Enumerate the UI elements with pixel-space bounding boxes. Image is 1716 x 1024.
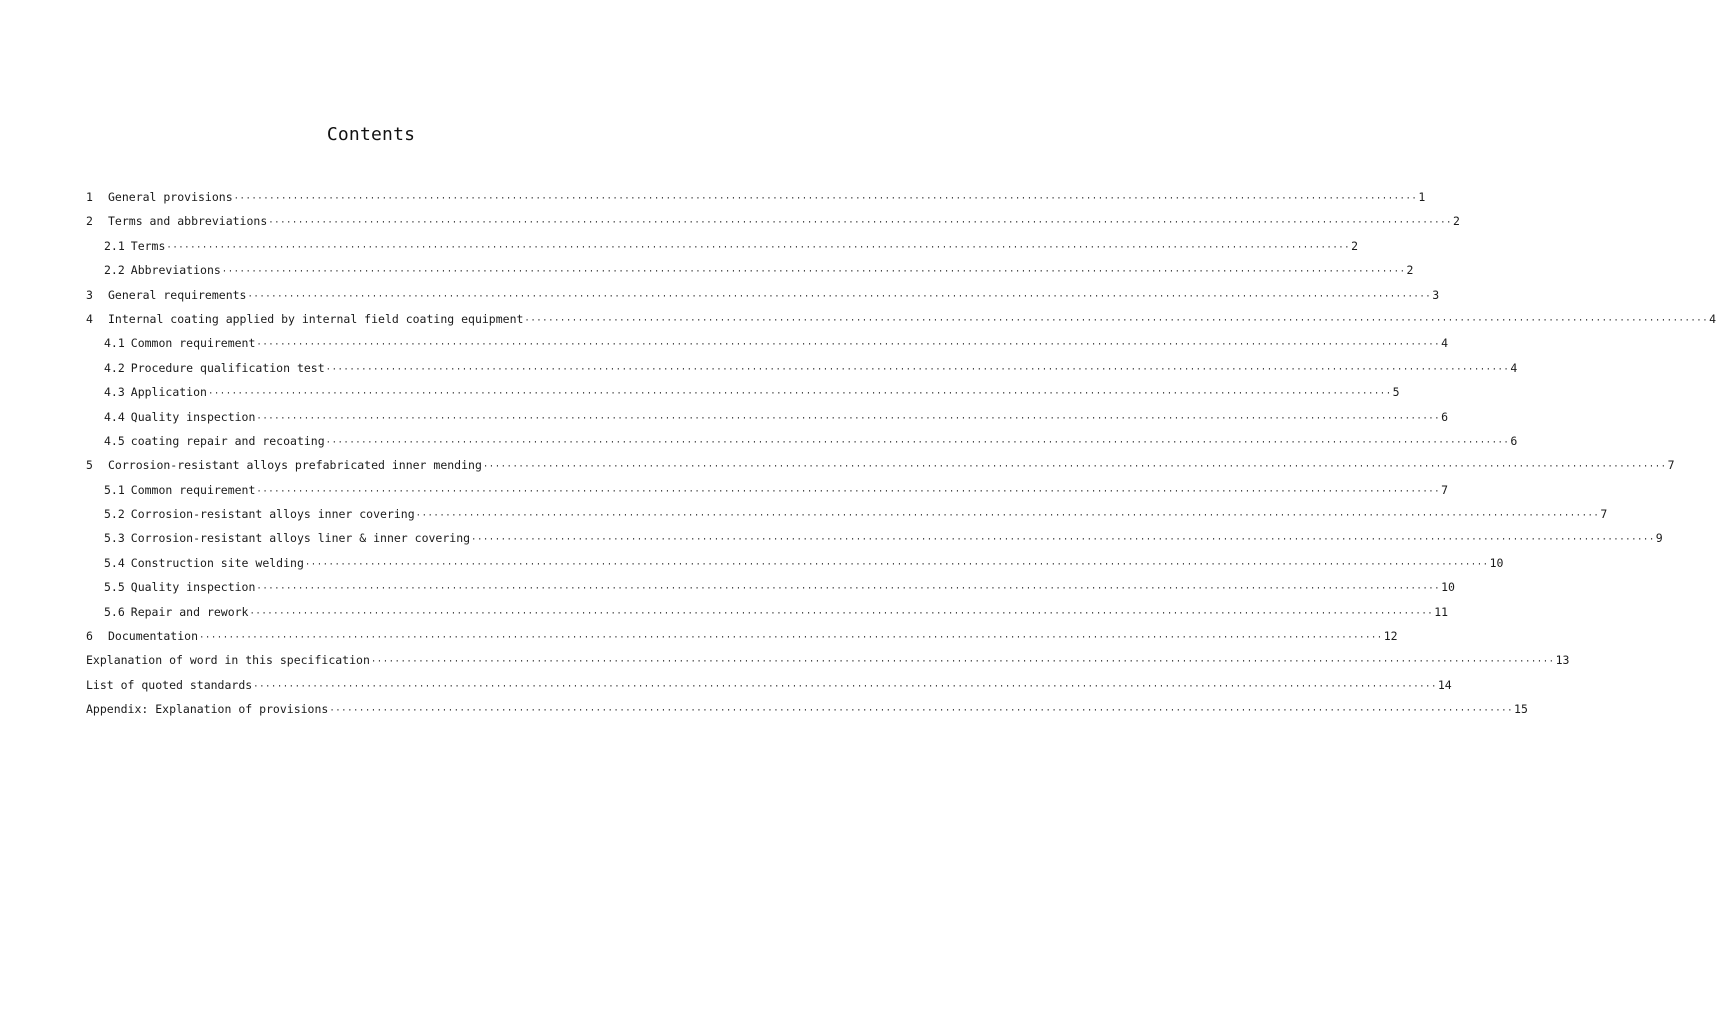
toc-entry-label: General requirements (108, 287, 247, 302)
toc-entry[interactable] (86, 311, 1716, 336)
toc-entry-page-number: 9 (1655, 531, 1663, 546)
toc-entry-number: 5 (86, 458, 93, 473)
toc-entry[interactable] (86, 507, 1608, 531)
toc-entry-page-number: 3 (1432, 287, 1440, 302)
toc-leader-dots: ········································································································································································································ (233, 194, 1418, 204)
toc-entry-number: 2.1 (104, 238, 125, 253)
toc-leader-dots: ········································································································································································································ (256, 584, 1441, 595)
toc-entry[interactable] (86, 482, 1449, 507)
toc-entry-number: 1 (86, 190, 93, 204)
toc-entry-number: 5.3 (104, 531, 125, 546)
toc-entry[interactable] (86, 287, 1440, 312)
toc-leader-dots: ········································································································································································································ (221, 267, 1406, 278)
toc-entry[interactable] (86, 531, 1663, 555)
toc-entry-label: Construction site welding (130, 555, 304, 570)
toc-leader-dots: ········································································································································································································ (256, 413, 1441, 424)
toc-entry-label: Repair and rework (130, 604, 249, 619)
toc-entry[interactable] (86, 604, 1449, 629)
toc-entry-label: Corrosion-resistant alloys prefabricated inner mending (108, 458, 482, 473)
toc-entry-page-number: 1 (1418, 190, 1426, 204)
toc-entry-page-number: 2 (1351, 238, 1359, 253)
toc-leader-dots: ········································································································································································································ (166, 242, 1351, 253)
toc-entry-page-number: 7 (1600, 507, 1608, 522)
toc-entry-label: coating repair and recoating (130, 433, 325, 448)
toc-entry-label: Explanation of word in this specification (86, 653, 370, 668)
toc-entry-page-number: 7 (1441, 482, 1449, 497)
toc-leader-dots: ········································································································································································································ (199, 633, 1383, 644)
toc-leader-dots: ········································································································································································································ (268, 218, 1452, 229)
toc-entry[interactable] (86, 555, 1504, 580)
toc-entry[interactable] (86, 190, 1426, 214)
toc-entry-page-number: 12 (1383, 629, 1398, 644)
toc-entry-label: Procedure qualification test (130, 360, 325, 375)
toc-entry-page-number: 11 (1434, 604, 1449, 619)
toc-entry-label: Abbreviations (130, 263, 221, 278)
toc-entry[interactable] (86, 702, 1528, 726)
toc-entry[interactable] (86, 214, 1460, 238)
toc-entry-page-number: 13 (1555, 653, 1570, 668)
toc-entry-number: 5.6 (104, 604, 125, 619)
toc-entry[interactable] (86, 360, 1518, 385)
toc-entry-label: Quality inspection (130, 409, 256, 424)
toc-leader-dots: ········································································································································································································ (256, 340, 1441, 351)
toc-entry-label: Documentation (108, 629, 199, 644)
toc-entry-label: Corrosion-resistant alloys liner & inner covering (130, 531, 471, 546)
toc-entry-page-number: 10 (1441, 580, 1455, 595)
toc-leader-dots: ········································································································································································································ (207, 389, 1392, 400)
toc-entry[interactable] (86, 409, 1449, 434)
toc-entry-label: Application (130, 385, 207, 400)
toc-entry[interactable] (86, 263, 1414, 287)
toc-entry-label: Quality inspection (130, 580, 256, 595)
toc-entry-page-number: 2 (1406, 263, 1414, 278)
toc-entry-number: 4.5 (104, 433, 125, 448)
toc-leader-dots: ········································································································································································································ (415, 511, 1600, 522)
toc-entry-page-number: 14 (1437, 677, 1452, 692)
toc-leader-dots: ········································································································································································································ (256, 486, 1441, 497)
toc-entry-label: Common requirement (130, 482, 256, 497)
toc-entry-number: 4.1 (104, 336, 125, 351)
toc-entry-page-number: 6 (1441, 409, 1449, 424)
toc-entry[interactable] (86, 653, 1570, 677)
toc-entry[interactable] (86, 677, 1452, 702)
toc-entry-label: Appendix: Explanation of provisions (86, 702, 329, 717)
toc-leader-dots: ········································································································································································································ (304, 559, 1489, 570)
toc-entry-page-number: 5 (1392, 385, 1400, 400)
toc-leader-dots: ········································································································································································································ (524, 315, 1709, 326)
toc-entry-label: Internal coating applied by internal field coating equipment (108, 311, 524, 326)
toc-entry-page-number: 4 (1441, 336, 1449, 351)
toc-entry-label: Corrosion-resistant alloys inner covering (130, 507, 415, 522)
table-of-contents (86, 190, 1716, 727)
page-title: Contents (326, 124, 416, 145)
toc-leader-dots: ········································································································································································································ (329, 706, 1514, 717)
toc-entry-page-number: 10 (1489, 555, 1504, 570)
toc-entry-number: 5.2 (104, 507, 125, 522)
toc-entry-number: 2.2 (104, 263, 125, 278)
toc-entry-label: Terms and abbreviations (108, 214, 268, 229)
toc-entry[interactable] (86, 580, 1455, 604)
toc-entry-page-number: 15 (1514, 702, 1528, 717)
toc-entry-number: 4 (86, 311, 93, 326)
toc-leader-dots: ········································································································································································································ (249, 608, 1434, 619)
toc-entry-label: General provisions (108, 190, 233, 204)
toc-entry-page-number: 7 (1667, 458, 1675, 473)
toc-entry-number: 5.1 (104, 482, 125, 497)
toc-leader-dots: ········································································································································································································ (325, 364, 1510, 375)
toc-entry-page-number: 2 (1452, 214, 1460, 229)
toc-entry-label: Common requirement (130, 336, 256, 351)
toc-entry-page-number: 4 (1510, 360, 1518, 375)
toc-leader-dots: ········································································································································································································ (370, 657, 1555, 668)
toc-entry-number: 4.2 (104, 360, 125, 375)
toc-entry-label: List of quoted standards (86, 677, 253, 692)
toc-entry-number: 5.5 (104, 580, 125, 595)
toc-leader-dots: ········································································································································································································ (247, 291, 1432, 302)
toc-entry[interactable] (86, 238, 1359, 263)
toc-leader-dots: ········································································································································································································ (253, 681, 1437, 692)
toc-entry[interactable] (86, 629, 1398, 653)
toc-entry[interactable] (86, 385, 1400, 409)
toc-leader-dots: ········································································································································································································ (482, 462, 1667, 473)
toc-entry[interactable] (86, 458, 1675, 482)
toc-entry-number: 5.4 (104, 555, 125, 570)
toc-entry[interactable] (86, 433, 1518, 458)
toc-entry-number: 2 (86, 214, 93, 229)
toc-entry[interactable] (86, 336, 1449, 360)
toc-entry-page-number: 6 (1510, 433, 1518, 448)
toc-entry-number: 4.3 (104, 385, 125, 400)
toc-entry-label: Terms (130, 238, 166, 253)
toc-entry-number: 4.4 (104, 409, 125, 424)
toc-entry-number: 3 (86, 287, 93, 302)
toc-entry-page-number: 4 (1709, 311, 1716, 326)
toc-leader-dots: ········································································································································································································ (471, 535, 1655, 546)
toc-entry-number: 6 (86, 629, 93, 644)
toc-leader-dots: ········································································································································································································ (325, 437, 1510, 448)
